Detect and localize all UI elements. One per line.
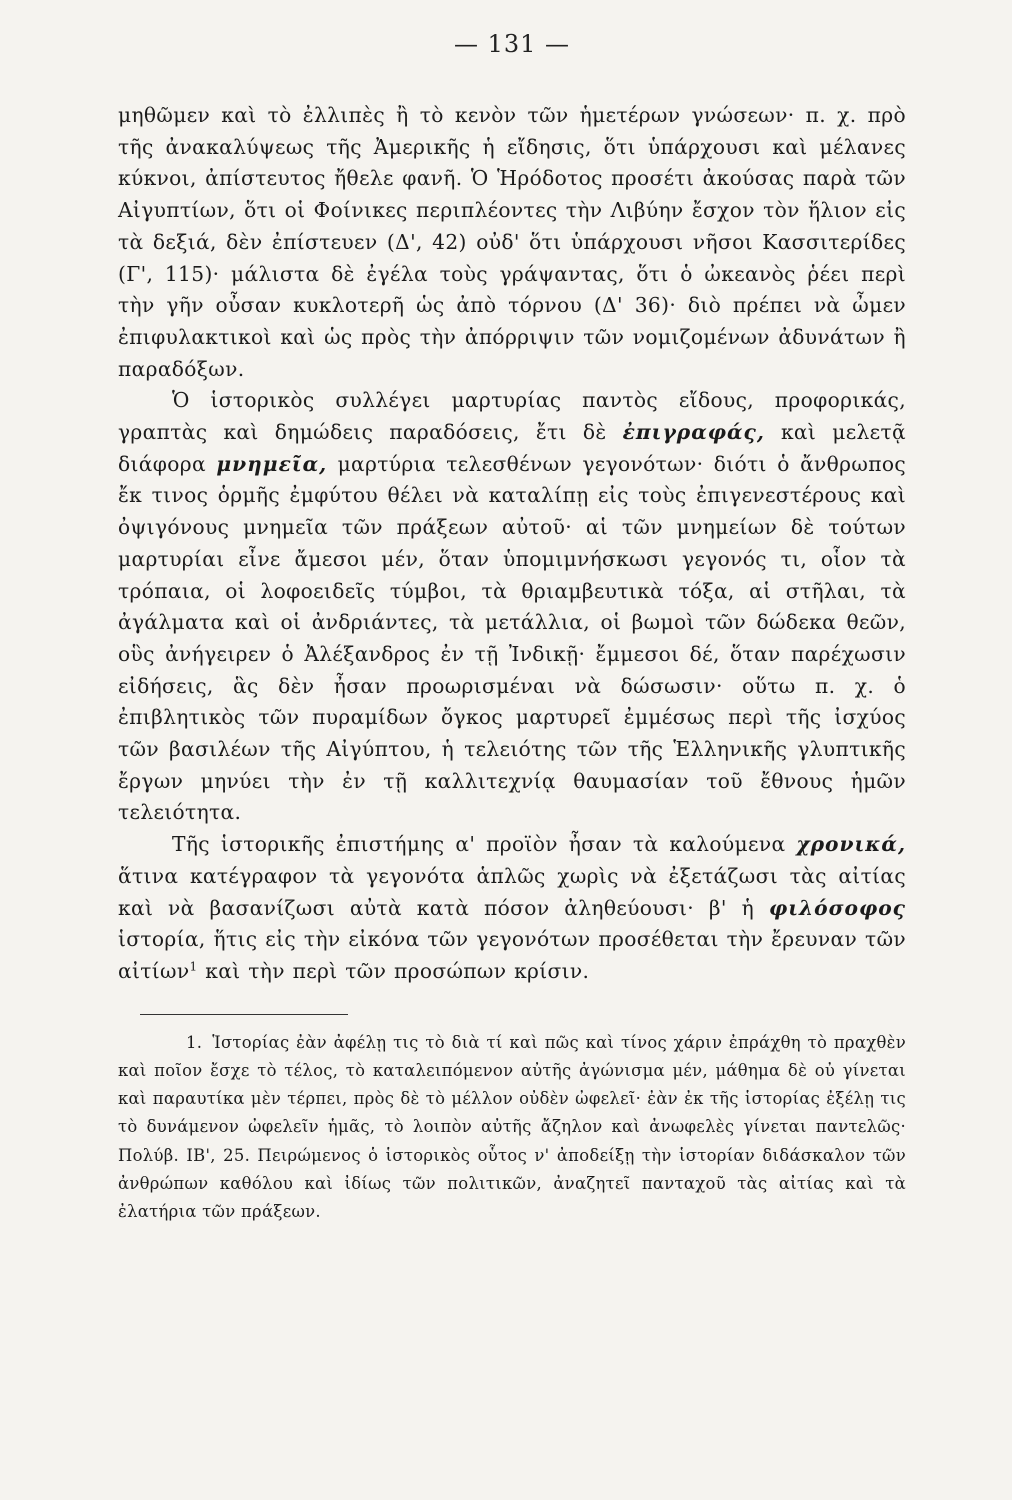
- paragraph-sources: [118, 385, 906, 829]
- paragraph-text: καὶ μελετᾷ διάφορα: [118, 420, 906, 476]
- footnote-paragraph: [118, 1029, 906, 1226]
- page-number: — 131 —: [453, 30, 571, 58]
- paragraph-text: μαρτύρια τελεσθένων γεγονότων· διότι ὁ ἄνθρωπος ἔκ τινος ὁρμῆς ἐμφύτου θέλει νὰ καταλίπῃ εἰς τοὺς ἐπιγενεστέρους καὶ ὀψιγόνους μνημεῖα τῶν πράξεων αὐτοῦ· αἱ τῶν μνημείων δὲ τούτων μαρτυρίαι εἶνε ἄμεσοι μέν, ὅταν ὑπομιμνήσκωσι γεγονός τι, οἷον τὰ τρόπαια, οἱ λοφοειδεῖς τύμβοι, τὰ θριαμβευτικὰ τόξα, αἱ στῆλαι, τὰ ἀγάλματα καὶ οἱ ἀνδριάντες, τὰ μετάλλια, οἱ βωμοὶ τῶν δώδεκα θεῶν, οὓς ἀνήγειρεν ὁ Ἀλέξανδρος ἐν τῇ Ἰνδικῇ· ἔμμεσοι δέ, ὅταν παρέχωσιν εἰδήσεις, ἃς δὲν ἦσαν προωρισμέναι νὰ δώσωσιν· οὕτω π. χ. ὁ ἐπιβλητικὸς τῶν πυραμίδων ὄγκος μαρτυρεῖ ἐμμέσως περὶ τῆς ἰσχύος τῶν βασιλέων τῆς Αἰγύπτου, ἡ τελειότης τῶν τῆς Ἑλληνικῆς γλυπτικῆς ἔργων μηνύει τὴν ἐν τῇ καλλιτεχνίᾳ θαυμασίαν τοῦ ἔθνους ἡμῶν τελειότητα.: [118, 451, 906, 825]
- paragraph-continuation: [118, 100, 906, 385]
- emphasized-term: μνημεῖα,: [216, 451, 328, 476]
- footnote-text: Ἱστορίας ἐὰν ἀφέλῃ τις τὸ διὰ τί καὶ πῶς καὶ τίνος χάριν ἐπράχθη τὸ πραχθὲν καὶ ποῖον ἔσχε τὸ τέλος, τὸ καταλειπόμενον αὐτῆς ἀγώνισμα μέν, μάθημα δὲ οὐ γίνεται καὶ παραυτίκα μὲν τέρπει, πρὸς δὲ τὸ μέλλον οὐδὲν ὠφελεῖ· ἐὰν ἐκ τῆς ἱστορίας ἐξέλῃ τις τὸ δυνάμενον ὠφελεῖν ἡμᾶς, τὸ λοιπὸν αὐτῆς ἄζηλον καὶ ἀνωφελὲς γίνεται παντελῶς· Πολύβ. ΙΒ', 25. Πειρώμενος ὁ ἱστορικὸς οὗτος ν' ἀποδείξῃ τὴν ἱστορίαν διδάσκαλον τῶν ἀνθρώπων καθόλου καὶ ἰδίως τῶν πολιτικῶν, ἀναζητεῖ πανταχοῦ τὰς αἰτίας καὶ τὰ ἐλατήρια τῶν πράξεων.: [118, 1032, 906, 1221]
- paragraph-history-types: [118, 829, 906, 988]
- emphasized-term: φιλόσοφος: [768, 895, 906, 920]
- paragraph-text: μηθῶμεν καὶ τὸ ἐλλιπὲς ἢ τὸ κενὸν τῶν ἡμετέρων γνώσεων· π. χ. πρὸ τῆς ἀνακαλύψεως τῆς Ἀμερικῆς ἡ εἴδησις, ὅτι ὑπάρχουσι καὶ μέλανες κύκνοι, ἀπίστευτος ἤθελε φανῆ. Ὁ Ἡρόδοτος προσέτι ἀκούσας παρὰ τῶν Αἰγυπτίων, ὅτι οἱ Φοίνικες περιπλέοντες τὴν Λιβύην ἔσχον τὸν ἥλιον εἰς τὰ δεξιά, δὲν ἐπίστευεν (Δ', 42) οὐδ' ὅτι ὑπάρχουσι νῆσοι Κασσιτερίδες (Γ', 115)· μάλιστα δὲ ἐγέλα τοὺς γράψαντας, ὅτι ὁ ὠκεανὸς ῥέει περὶ τὴν γῆν οὖσαν κυκλοτερῆ ὡς ἀπὸ τόρνου (Δ' 36)· διὸ πρέπει νὰ ὦμεν ἐπιφυλακτικοὶ καὶ ὡς πρὸς τὴν ἀπόρριψιν τῶν νομιζομένων ἀδυνάτων ἢ παραδόξων.: [118, 103, 906, 381]
- footnote-divider: [140, 1014, 348, 1015]
- footnote-reference[interactable]: 1: [189, 959, 198, 974]
- paragraph-text: ἅτινα κατέγραφον τὰ γεγονότα ἁπλῶς χωρὶς νὰ ἐξετάζωσι τὰς αἰτίας καὶ νὰ βασανίζωσι αὐτὰ κατὰ πόσον ἀληθεύουσι· β' ἡ: [118, 863, 906, 920]
- footnote-number: 1.: [186, 1032, 203, 1052]
- emphasized-term: ἐπιγραφάς,: [622, 420, 765, 445]
- body-text: [118, 100, 906, 988]
- paragraph-text: Τῆς ἱστορικῆς ἐπιστήμης α' προϊὸν ἦσαν τὰ καλούμενα: [172, 832, 786, 857]
- paragraph-text: ἱστορία, ἥτις εἰς τὴν εἰκόνα τῶν γεγονότων προσέθεται τὴν ἔρευναν τῶν αἰτίων: [118, 927, 906, 983]
- paragraph-text: καὶ τὴν περὶ τῶν προσώπων κρίσιν.: [205, 958, 590, 983]
- emphasized-term: χρονικά,: [796, 832, 906, 857]
- footnote: [118, 1029, 906, 1226]
- paragraph-text: Ὁ ἱστορικὸς συλλέγει μαρτυρίας παντὸς εἴδους, προφορικάς, γραπτὰς καὶ δημώδεις παραδόσεις, ἔτι δὲ: [118, 388, 906, 445]
